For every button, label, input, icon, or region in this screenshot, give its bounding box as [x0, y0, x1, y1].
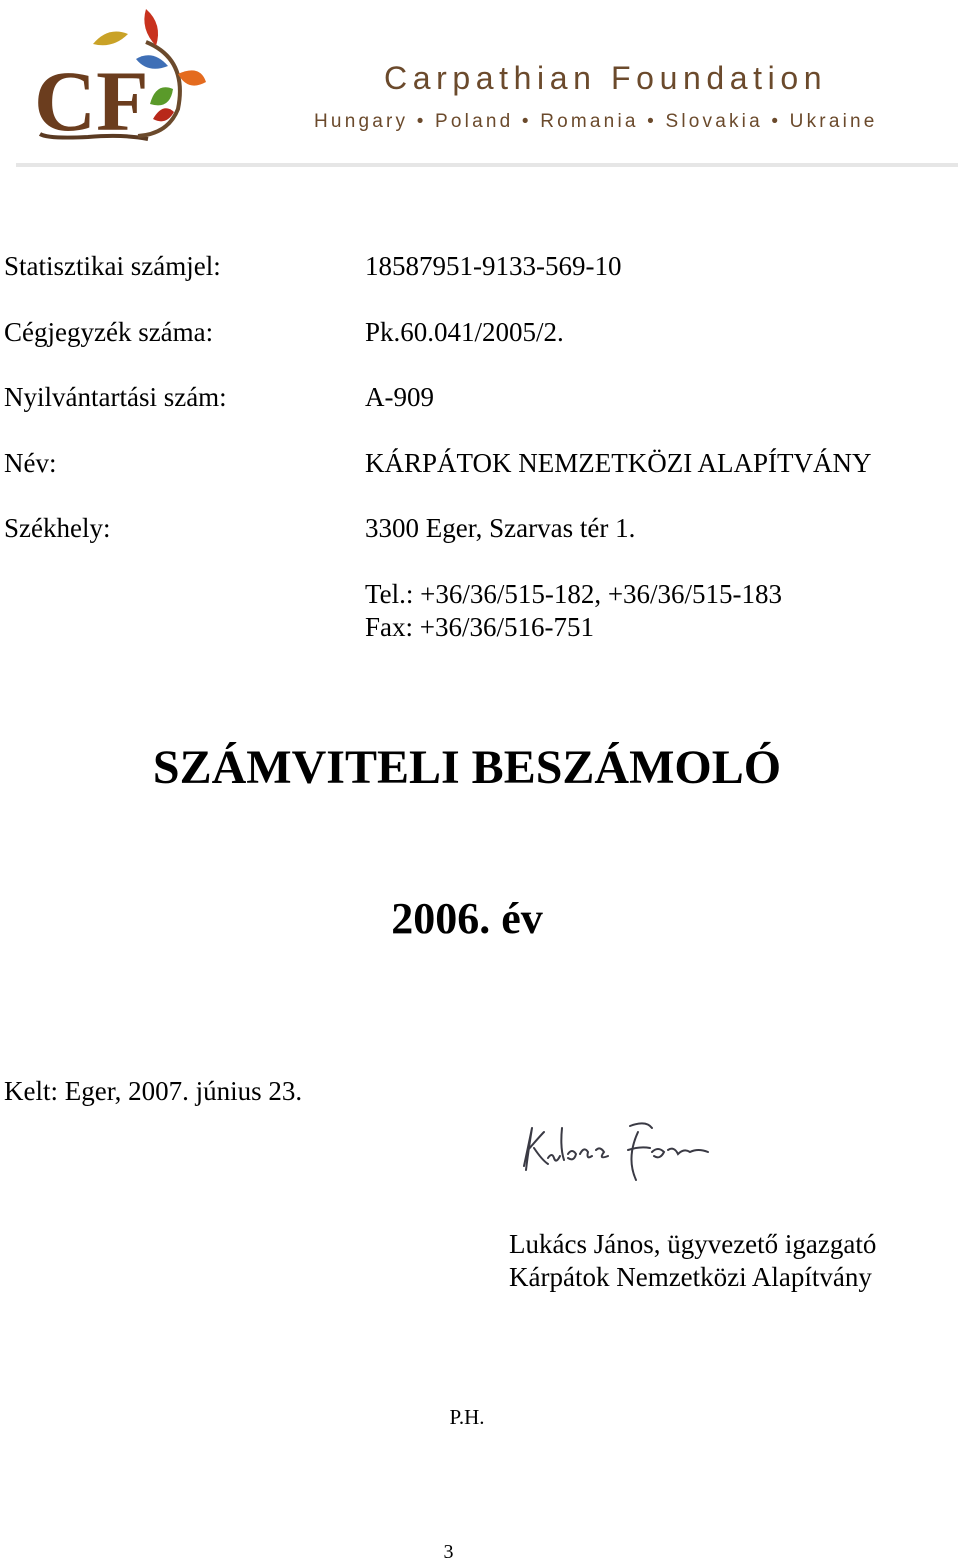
leaf-green-icon — [150, 87, 173, 105]
handwritten-signature — [518, 1118, 713, 1186]
document-year: 2006. év — [391, 894, 543, 943]
field-label-registry: Nyilvántartási szám: — [4, 382, 227, 412]
field-value-registry: A-909 — [365, 382, 434, 412]
carpathian-foundation-logo — [28, 4, 213, 144]
field-value-seat: 3300 Eger, Szarvas tér 1. — [365, 513, 636, 543]
logo-letters: CF — [34, 53, 149, 144]
signer-name-role: Lukács János, ügyvezető igazgató — [509, 1229, 877, 1259]
signer-organization: Kárpátok Nemzetközi Alapítvány — [509, 1262, 872, 1292]
issue-date: Kelt: Eger, 2007. június 23. — [4, 1076, 303, 1106]
field-label-name: Név: — [4, 448, 57, 478]
leaf-yellow-icon — [93, 32, 128, 46]
organization-name: Carpathian Foundation — [384, 60, 828, 96]
stamp-placeholder: P.H. — [449, 1405, 485, 1429]
contact-fax: Fax: +36/36/516-751 — [365, 612, 594, 642]
document-title: SZÁMVITELI BESZÁMOLÓ — [152, 741, 782, 794]
leaf-red-icon — [144, 9, 158, 46]
page-number: 3 — [443, 1541, 454, 1563]
field-label-seat: Székhely: — [4, 513, 111, 543]
header-divider — [16, 163, 958, 167]
field-value-stat: 18587951-9133-569-10 — [365, 251, 622, 281]
field-label-company-reg: Cégjegyzék száma: — [4, 317, 214, 347]
field-label-stat: Statisztikai számjel: — [4, 251, 221, 281]
leaf-orange-icon — [178, 70, 206, 85]
organization-countries: Hungary • Poland • Romania • Slovakia • Ukraine — [314, 111, 878, 132]
contact-tel: Tel.: +36/36/515-182, +36/36/515-183 — [365, 579, 783, 609]
field-value-company-reg: Pk.60.041/2005/2. — [365, 317, 564, 347]
field-value-name: KÁRPÁTOK NEMZETKÖZI ALAPÍTVÁNY — [365, 448, 872, 478]
